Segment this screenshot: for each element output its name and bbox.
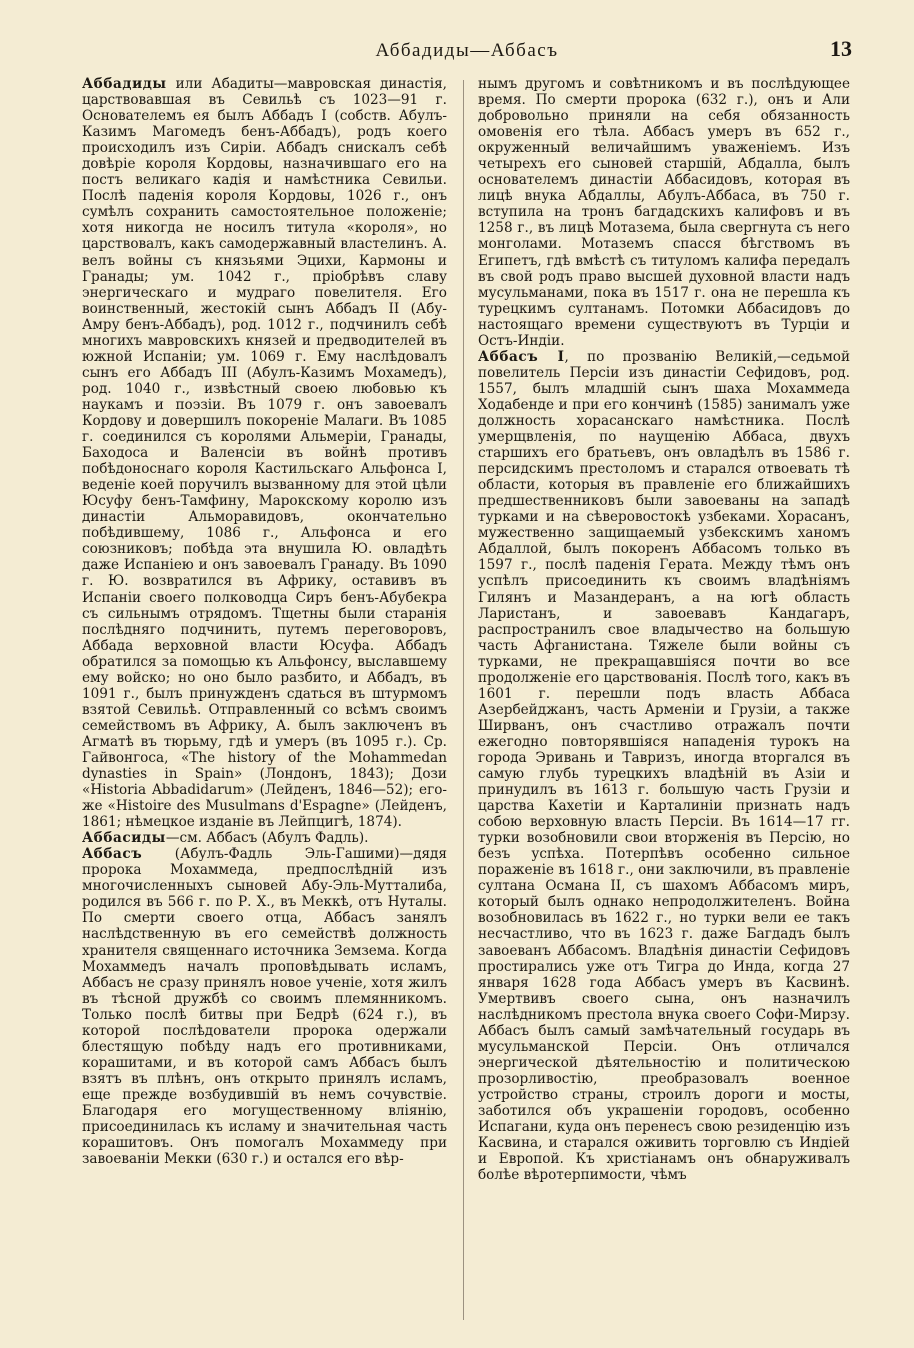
article-heading: Аббасиды xyxy=(82,830,166,847)
page-header xyxy=(82,36,852,66)
article-heading: Аббасъ I xyxy=(478,348,565,365)
article-text: или Абадиты—мавровская династія, царствовавшая въ Севильѣ съ 1023—91 г. Основателемъ ея былъ Аббадъ I (собств. Абулъ-Казимъ Магомедъ бенъ-Аббадъ), родъ коего происходилъ изъ Сиріи. Аббадъ снискалъ себѣ довѣріе короля Кордовы, назначившаго его на постъ великаго кадія и намѣстника Севильи. Послѣ паденія короля Кордовы, 1026 г., онъ сумѣлъ сохранить самостоятельное положеніе; хотя никогда не носилъ титула «короля», но царствовалъ, какъ самодержавный властелинъ. А. велъ войны съ князьями Эцихи, Кармоны и Гранады; ум. 1042 г., пріобрѣвъ славу энергическаго и мудраго повелителя. Его воинственный, жестокій сынъ Аббадъ II (Абу-Амру бенъ-Аббадъ), род. 1012 г., подчинилъ себѣ многихъ мавровскихъ князей и предводителей въ южной Испаніи; ум. 1069 г. Ему наслѣдовалъ сынъ его Аббадъ III (Абулъ-Казимъ Мохамедъ), род. 1040 г., извѣстный своею любовью къ наукамъ и поэзіи. Въ 1079 г. онъ завоевалъ Кордову и довершилъ покореніе Малаги. Въ 1085 г. соединился съ королями Альмеріи, Гранады, Баходоса и Валенсіи въ войнѣ противъ побѣдоноснаго короля Кастильскаго Альфонса I, веденіе коей поручилъ вызванному для этой цѣли Юсуфу бенъ-Тамфину, Марокскому королю изъ династіи Альморавидовъ, окончательно побѣдившему, 1086 г., Альфонса и его союзниковъ; побѣда эта внушила Ю. овладѣть даже Испаніею и онъ завоевалъ Гранаду. Въ 1090 г. Ю. возвратился въ Африку, оставивъ въ Испаніи своего полководца Сиръ бенъ-Абубекра съ сильнымъ отрядомъ. Тщетны были старанія послѣдняго подчинить, путемъ переговоровъ, Аббада верховной власти Юсуфа. Аббадъ обратился за помощью къ Альфонсу, выславшему ему войско; но оно было разбито, и Аббадъ, въ 1091 г., былъ принужденъ сдаться въ штурмомъ взятой Севильѣ. Отправленный со всѣмъ своимъ семействомъ въ Африку, А. былъ заключенъ въ Агматѣ въ тюрьму, гдѣ и умеръ (въ 1095 г.). Ср. Гайвонгоса, «The history of the Mohammedan dynasties in Spain» (Лондонъ, 1843); Дози «Historia Abbadidarum» (Лейденъ, 1846—52); его-же «Histoire des Musulmans d'Espagne» (Лейденъ, 1861; нѣмецкое изданіе въ Лейпцигѣ, 1874). xyxy=(82,76,447,831)
column-divider xyxy=(463,80,464,1320)
article-abbas-continued xyxy=(478,76,850,349)
article-heading: Аббасъ xyxy=(82,846,143,863)
article-abbadids xyxy=(82,76,447,830)
article-text: —см. Аббасъ (Абулъ Фадль). xyxy=(165,830,369,847)
article-abbas-i xyxy=(478,349,850,1183)
article-text: (Абулъ-Фадль Эль-Гашими)—дядя пророка Мохаммеда, предпослѣдній изъ многочисленныхъ сыновей Абу-Эль-Мутталиба, родился въ 566 г. по Р. Х., въ Меккѣ, отъ Нуталы. По смерти своего отца, Аббасъ занялъ наслѣдственную въ его семействѣ должность хранителя священнаго источника Земзема. Когда Мохаммедъ началъ проповѣдывать исламъ, Аббасъ не сразу принялъ новое ученіе, хотя жилъ въ тѣсной дружбѣ со своимъ племянникомъ. Только послѣ битвы при Бедрѣ (624 г.), въ которой послѣдователи пророка одержали блестящую побѣду надъ его противниками, корашитами, и въ которой самъ Аббасъ былъ взятъ въ плѣнъ, онъ открыто принялъ исламъ, еще прежде возбудившій въ немъ сочувствіе. Благодаря его могущественному вліянію, присоединилась къ исламу и значительная часть корашитовъ. Онъ помогалъ Мохаммеду при завоеваніи Мекки (630 г.) и остался его вѣр- xyxy=(82,846,447,1168)
running-title: Аббадиды—Аббасъ xyxy=(375,40,559,61)
article-heading: Аббадиды xyxy=(82,76,167,92)
page-number: 13 xyxy=(830,36,852,61)
left-column xyxy=(82,76,447,1167)
article-text: , по прозванію Великій,—седьмой повелитель Персіи изъ династіи Сефидовъ, род. 1557, былъ младшій сынъ шаха Мохаммеда Ходабенде и при его кончинѣ (1585) занималъ уже должность хорасанскаго намѣстника. Послѣ умерщвленія, по наущенію Аббаса, двухъ старшихъ его братьевъ, онъ овладѣлъ въ 1586 г. персидскимъ престоломъ и старался отвоевать тѣ области, которыя въ правленіе его ближайшихъ предшественниковъ были завоеваны на западѣ турками и на сѣверовостокѣ узбеками. Хорасанъ, мужественно защищаемый узбекскимъ ханомъ Абдаллой, былъ покоренъ Аббасомъ только въ 1597 г., послѣ паденія Герата. Между тѣмъ онъ успѣлъ присоединить къ своимъ владѣніямъ Гилянъ и Мазандеранъ, а на югѣ область Ларистанъ, и завоевавъ Кандагаръ, распространилъ свое владычество на большую часть Афганистана. Тяжеле были войны съ турками, не прекращавшіяся почти во все продолженіе его царствованія. Послѣ того, какъ въ 1601 г. перешли подъ власть Аббаса Азербейджанъ, часть Арменіи и Грузіи, а также Ширванъ, онъ счастливо отражалъ почти ежегодно повторявшіяся нападенія турокъ на города Эривань и Тавризъ, иногда вторгался въ самую глубь турецкихъ владѣній въ Азіи и принудилъ въ 1613 г. большую часть Грузіи и царства Кахетіи и Карталиніи признать надъ собою верховную власть Персіи. Въ 1614—17 гг. турки возобновили свои вторженія въ Персію, но безъ успѣха. Потерпѣвъ особенно сильное пораженіе въ 1618 г., они заключили, въ правленіе султана Османа II, съ шахомъ Аббасомъ миръ, который былъ однако непродолжителенъ. Война возобновилась въ 1622 г., но турки вели ее такъ несчастливо, что въ 1623 г. даже Багдадъ былъ завоеванъ Аббасомъ. Владѣнія династіи Сефидовъ простирались уже отъ Тигра до Инда, когда 27 января 1628 года Аббасъ умеръ въ Касвинѣ. Умертвивъ своего сына, онъ назначилъ наслѣдникомъ престола внука своего Софи-Мирзу. Аббасъ былъ самый замѣчательный государь въ мусульманской Персіи. Онъ отличался энергической дѣятельностію и политическою прозорливостію, преобразовалъ военное устройство страны, строилъ дороги и мосты, заботился объ украшеніи городовъ, особенно Испагани, куда онъ перенесъ свою резиденцію изъ Касвина, и старался оживить торговлю съ Индіей и Европой. Къ христіанамъ онъ обнаруживалъ болѣе вѣротерпимости, чѣмъ xyxy=(478,348,851,1184)
article-abbas xyxy=(82,846,447,1167)
article-text: нымъ другомъ и совѣтникомъ и въ послѣдующее время. По смерти пророка (632 г.), онъ и Али добровольно приняли на себя обязанность омовенія его тѣла. Аббасъ умеръ въ 652 г., окруженный величайшимъ уваженіемъ. Изъ четырехъ его сыновей старшій, Абдалла, былъ основателемъ династіи Аббасидовъ, которая въ лицѣ внука Абдаллы, Абулъ-Аббаса, въ 750 г. вступила на тронъ багдадскихъ калифовъ и въ 1258 г., въ лицѣ Мотазема, была свергнута съ него монголами. Мотаземъ спасся бѣгствомъ въ Египетъ, гдѣ вмѣстѣ съ титуломъ калифа передалъ въ свой родъ право высшей духовной власти надъ мусульманами, пока въ 1517 г. она не перешла къ турецкимъ султанамъ. Потомки Аббасидовъ до настоящаго времени существуютъ въ Турціи и Остъ-Индіи. xyxy=(478,76,850,349)
right-column xyxy=(478,76,850,1183)
article-abbasids xyxy=(82,830,447,846)
